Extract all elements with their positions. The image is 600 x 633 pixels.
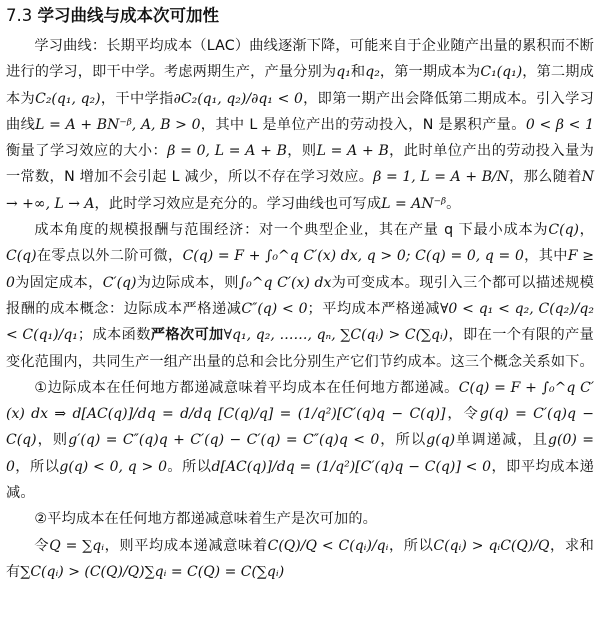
- paragraph-economies-of-scale: [6, 217, 594, 375]
- math-expression: C(q) = F + ∫₀^q C′(x) dx ⇒ d[AC(q)]/dq = d/dq [C(q)/q] = (1/q²)[C′(q)q − C(q)]: [6, 379, 594, 423]
- math-expression: C(q) = F + ∫₀^q C′(x) dx, q > 0; C(q) = 0, q = 0: [182, 248, 524, 265]
- text-run: ，其中: [523, 248, 568, 265]
- section-heading: [6, 3, 594, 29]
- text-run: 令: [34, 537, 50, 554]
- math-expression: L = A + B: [316, 143, 389, 160]
- text-run: ，即在一个有限的产量变化范围内，共同生产一组产出量的总和会比分别生产它们节约成本。这三个概念关系如下。: [6, 327, 594, 370]
- math-expression: C(Q)/Q < C(qᵢ)/qᵢ: [267, 537, 389, 554]
- text-run: ，则: [36, 432, 69, 449]
- math-expression: Q = ∑qᵢ: [49, 537, 105, 554]
- math-expression: ∀q₁, q₂, ……, qₙ, ∑C(qᵢ) > C(∑qᵢ): [223, 327, 449, 344]
- math-expression: ∀0 < q₁ < q₂, C(q₂)/q₂ < C(q₁)/q₁: [6, 300, 594, 344]
- text-run: ①边际成本在任何地方都递减意味着平均成本在任何地方都递减。: [34, 379, 459, 396]
- text-run: ，所以: [379, 432, 427, 449]
- text-run: ，则平均成本递减意味着: [104, 537, 268, 554]
- text-run: ，所以: [388, 537, 434, 554]
- text-run: 单调递减，且: [455, 432, 549, 449]
- text-run: 。所以: [167, 458, 212, 475]
- text-run: ，此时单位产出的劳动投入量为一常数，N 增加不会引起 L 减少，所以不存在学习效应。: [6, 143, 594, 186]
- text-run: ②平均成本在任何地方都递减意味着生产是次可加的。: [34, 511, 378, 528]
- math-expression: 0 < β < 1: [525, 116, 594, 133]
- text-run: 。: [446, 195, 461, 212]
- text-run: ，求和有: [6, 537, 595, 580]
- text-run: 和: [350, 64, 366, 81]
- text-run: ，此时学习效应是充分的。学习曲线也可写成: [94, 195, 382, 212]
- text-run: ，: [579, 222, 594, 239]
- paragraph-marginal-cost-proof: [6, 375, 594, 506]
- section-title: 学习曲线与成本次可加性: [37, 6, 219, 25]
- math-expression: q₁: [336, 64, 351, 81]
- text-run: 在零点以外二阶可微，: [36, 248, 183, 265]
- math-expression: C′(q): [102, 274, 137, 291]
- text-run: ，所以: [14, 458, 60, 475]
- math-expression: q₂: [365, 64, 380, 81]
- text-run: ，即第一期产出会降低第二期成本。引入学习曲线: [6, 90, 594, 133]
- math-expression: g(q) < 0, q > 0: [59, 458, 167, 475]
- text-run: ，那么随着: [508, 169, 582, 186]
- text-run: ，则: [286, 143, 317, 160]
- text-run: ，第一期成本为: [379, 64, 481, 81]
- math-expression: d[AC(q)]/dq = (1/q²)[C′(q)q − C(q)] < 0: [211, 458, 492, 475]
- text-run: ，其中 L 是单位产出的劳动投入，N 是累积产量。: [200, 116, 526, 133]
- text-run: 衡量了学习效应的大小：: [6, 143, 168, 160]
- math-expression: g′(q) = C″(q)q + C′(q) − C′(q) = C″(q)q < 0: [68, 432, 380, 449]
- text-run: ；成本函数: [77, 327, 151, 344]
- math-expression: ∂C₂(q₁, q₂)/∂q₁ < 0: [173, 90, 303, 107]
- math-expression: ∑C(qᵢ) > (C(Q)/Q)∑qᵢ = C(Q) = C(∑qᵢ): [20, 563, 285, 580]
- math-expression: β = 1, L = A + B/N: [373, 169, 509, 186]
- math-expression: g(q): [426, 432, 456, 449]
- text-run: 成本角度的规模报酬与范围经济：对一个典型企业，其在产量 q 下最小成本为: [34, 222, 549, 239]
- math-expression: L = A + BN⁻ᵝ, A, B > 0: [35, 116, 201, 133]
- paragraph-average-cost-statement: [6, 506, 594, 532]
- text-run: 学习曲线：长期平均成本（LAC）曲线逐渐下降，可能来自于企业随产出量的累积而不断进行的学习，即干中学。考虑两期生产，产量分别为: [6, 38, 594, 81]
- bold-term: 严格次可加: [150, 327, 224, 344]
- math-expression: C(q): [548, 222, 580, 239]
- paragraph-subadditivity-proof: [6, 533, 594, 586]
- math-expression: L = AN⁻ᵝ: [381, 195, 447, 212]
- math-expression: N → +∞, L → A: [6, 169, 594, 212]
- math-expression: β = 0, L = A + B: [167, 143, 287, 160]
- math-expression: C(q): [6, 248, 37, 265]
- text-run: ，第二期成本为: [6, 64, 594, 107]
- math-expression: g(q) = C′(q)q − C(q): [6, 406, 594, 449]
- text-run: 为边际成本，则: [136, 274, 239, 291]
- text-run: ；平均成本严格递减: [307, 300, 440, 317]
- text-run: 为可变成本。现引入三个都可以描述规模报酬的成本概念：边际成本严格递减: [6, 274, 594, 317]
- section-number: 7.3: [6, 6, 33, 25]
- text-run: ，令: [445, 406, 480, 423]
- text-run: 为固定成本，: [14, 274, 103, 291]
- text-run: ，即平均成本递减。: [6, 458, 594, 502]
- paragraph-learning-curve: [6, 33, 594, 217]
- text-run: ，干中学指: [100, 90, 174, 107]
- math-expression: C″(q) < 0: [241, 300, 308, 317]
- math-expression: F ≥ 0: [6, 248, 594, 291]
- math-expression: C(qᵢ) > qᵢC(Q)/Q: [433, 537, 550, 554]
- math-expression: ∫₀^q C′(x) dx: [238, 274, 332, 291]
- math-expression: C₁(q₁): [480, 64, 523, 81]
- math-expression: C₂(q₁, q₂): [35, 90, 101, 107]
- math-expression: g(0) = 0: [6, 432, 595, 475]
